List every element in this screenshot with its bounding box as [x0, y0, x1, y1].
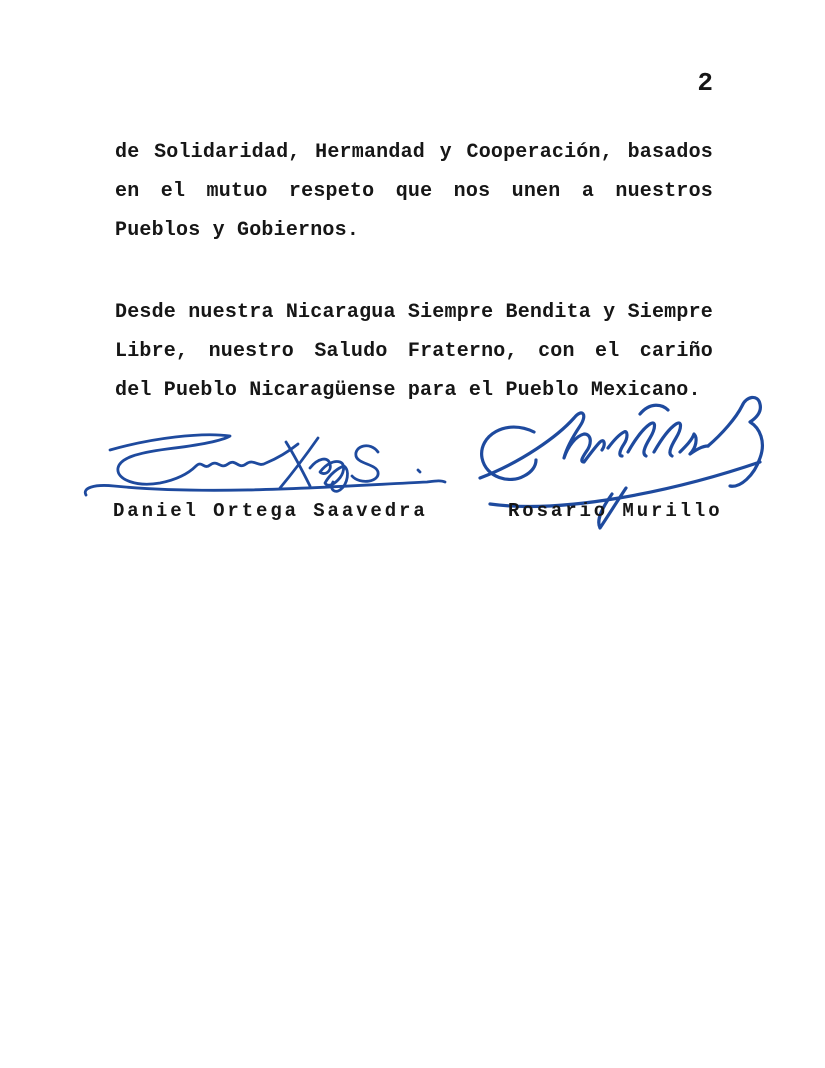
- text-line: Pueblos y Gobiernos.: [115, 219, 360, 242]
- text-line: del Pueblo Nicaragüense para el Pueblo Mexicano.: [115, 379, 701, 402]
- text-line: Libre, nuestro Saludo Fraterno, con el cariño: [115, 340, 713, 363]
- paragraph-1: [115, 133, 713, 250]
- signatory-name-rosario-murillo: Rosario Murillo: [508, 500, 723, 522]
- paragraph-2: [115, 293, 713, 410]
- daniel-ortega-signature-icon: [82, 408, 454, 508]
- text-line: de Solidaridad, Hermandad y Cooperación, basados: [115, 141, 713, 164]
- text-line: en el mutuo respeto que nos unen a nuestros: [115, 180, 713, 203]
- signatory-name-daniel-ortega: Daniel Ortega Saavedra: [113, 500, 428, 522]
- page-number: 2: [697, 68, 713, 98]
- text-line: Desde nuestra Nicaragua Siempre Bendita y Siempre: [115, 301, 713, 324]
